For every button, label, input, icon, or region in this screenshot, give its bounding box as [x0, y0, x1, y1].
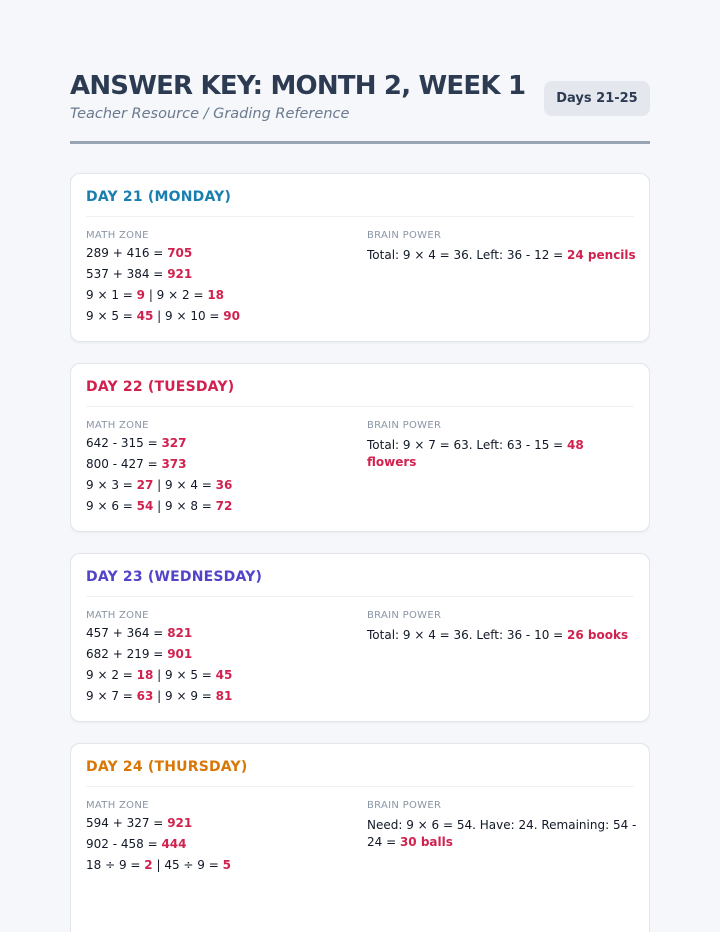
problem-text: 594 + 327 = — [86, 816, 168, 830]
card-divider — [86, 406, 634, 407]
day-title: DAY 23 (WEDNESDAY) — [86, 569, 263, 585]
page-header — [70, 68, 650, 146]
answer-value: 45 — [136, 309, 154, 323]
answer-value: 36 — [215, 478, 233, 492]
answer-value: 9 — [136, 288, 145, 302]
answer-value: 81 — [215, 689, 233, 703]
brain-power-label: BRAIN POWER — [367, 800, 442, 811]
math-problem-line — [86, 665, 356, 686]
page-subtitle: Teacher Resource / Grading Reference — [70, 106, 350, 122]
answer-value: 5 — [222, 858, 231, 872]
answer-value: 444 — [161, 837, 187, 851]
brain-power — [367, 229, 637, 264]
day-card — [70, 363, 650, 532]
answer-value: 45 — [215, 668, 233, 682]
problem-text: 9 × 2 = — [86, 668, 137, 682]
answer-value: 63 — [136, 689, 154, 703]
problem-text: 9 × 5 = — [86, 309, 137, 323]
problem-text: 800 - 427 = — [86, 457, 162, 471]
problem-text: | 9 × 10 = — [153, 309, 224, 323]
problem-text: | 9 × 2 = — [145, 288, 208, 302]
problem-text: 642 - 315 = — [86, 436, 162, 450]
problem-text: Total: 9 × 4 = 36. Left: 36 - 12 = — [367, 248, 568, 262]
card-divider — [86, 596, 634, 597]
math-zone-label: MATH ZONE — [86, 230, 149, 241]
answer-value: 705 — [167, 246, 193, 260]
answer-key-page — [70, 0, 650, 932]
brain-power — [367, 419, 637, 471]
math-problem-line — [86, 496, 356, 517]
answer-value: 26 books — [567, 628, 629, 642]
math-problem-line — [86, 285, 356, 306]
answer-value: 821 — [167, 626, 193, 640]
problem-text: | 9 × 4 = — [153, 478, 216, 492]
day-card — [70, 743, 650, 932]
brain-power — [367, 609, 637, 644]
answer-value: 901 — [167, 647, 193, 661]
answer-value: 72 — [215, 499, 233, 513]
day-title: DAY 22 (TUESDAY) — [86, 379, 235, 395]
math-problem-line — [86, 813, 356, 834]
problem-text: 9 × 7 = — [86, 689, 137, 703]
math-problem-line — [86, 686, 356, 707]
card-divider — [86, 786, 634, 787]
answer-value: 54 — [136, 499, 154, 513]
brain-power-answer — [367, 437, 637, 471]
math-zone-label: MATH ZONE — [86, 420, 149, 431]
answer-value: 921 — [167, 267, 193, 281]
math-problem-line — [86, 855, 356, 876]
answer-value: 2 — [144, 858, 153, 872]
problem-text: | 9 × 8 = — [153, 499, 216, 513]
answer-value: 27 — [136, 478, 154, 492]
problem-text: 682 + 219 = — [86, 647, 168, 661]
problem-text: 457 + 364 = — [86, 626, 168, 640]
problem-text: Total: 9 × 7 = 63. Left: 63 - 15 = — [367, 438, 568, 452]
math-zone — [86, 799, 356, 876]
math-problem-line — [86, 834, 356, 855]
math-zone — [86, 609, 356, 707]
problem-text: 537 + 384 = — [86, 267, 168, 281]
day-card — [70, 173, 650, 342]
day-title: DAY 24 (THURSDAY) — [86, 759, 248, 775]
math-zone — [86, 419, 356, 517]
math-problem-line — [86, 264, 356, 285]
answer-value: 24 pencils — [567, 248, 636, 262]
card-divider — [86, 216, 634, 217]
problem-text: 9 × 3 = — [86, 478, 137, 492]
problem-text: | 9 × 5 = — [153, 668, 216, 682]
problem-text: Need: 9 × 6 = 54. Have: 24. Remaining: 54 - 24 = — [367, 818, 637, 849]
problem-text: | 9 × 9 = — [153, 689, 216, 703]
header-divider — [70, 141, 650, 144]
brain-power-label: BRAIN POWER — [367, 230, 442, 241]
brain-power-answer — [367, 627, 637, 644]
math-zone-label: MATH ZONE — [86, 800, 149, 811]
brain-power-answer — [367, 817, 637, 851]
answer-value: 18 — [136, 668, 154, 682]
day-title: DAY 21 (MONDAY) — [86, 189, 232, 205]
problem-text: 9 × 6 = — [86, 499, 137, 513]
math-problem-line — [86, 644, 356, 665]
answer-value: 18 — [207, 288, 225, 302]
answer-value: 30 balls — [399, 835, 453, 849]
brain-power-label: BRAIN POWER — [367, 610, 442, 621]
problem-text: 9 × 1 = — [86, 288, 137, 302]
brain-power-answer — [367, 247, 637, 264]
problem-text: Total: 9 × 4 = 36. Left: 36 - 10 = — [367, 628, 568, 642]
problem-text: 18 ÷ 9 = — [86, 858, 145, 872]
answer-value: 921 — [167, 816, 193, 830]
page-title: ANSWER KEY: MONTH 2, WEEK 1 — [70, 71, 526, 101]
math-problem-line — [86, 475, 356, 496]
math-problem-line — [86, 243, 356, 264]
answer-value: 327 — [161, 436, 187, 450]
math-problem-line — [86, 433, 356, 454]
math-problem-line — [86, 454, 356, 475]
problem-text: | 45 ÷ 9 = — [152, 858, 223, 872]
problem-text: 902 - 458 = — [86, 837, 162, 851]
brain-power-label: BRAIN POWER — [367, 420, 442, 431]
brain-power — [367, 799, 637, 851]
answer-value: 90 — [223, 309, 240, 323]
day-card — [70, 553, 650, 722]
answer-value: 48 flowers — [367, 438, 584, 469]
answer-value: 373 — [161, 457, 187, 471]
math-zone-label: MATH ZONE — [86, 610, 149, 621]
math-problem-line — [86, 623, 356, 644]
math-problem-line — [86, 306, 356, 327]
days-range-badge: Days 21-25 — [544, 81, 650, 116]
problem-text: 289 + 416 = — [86, 246, 168, 260]
math-zone — [86, 229, 356, 327]
